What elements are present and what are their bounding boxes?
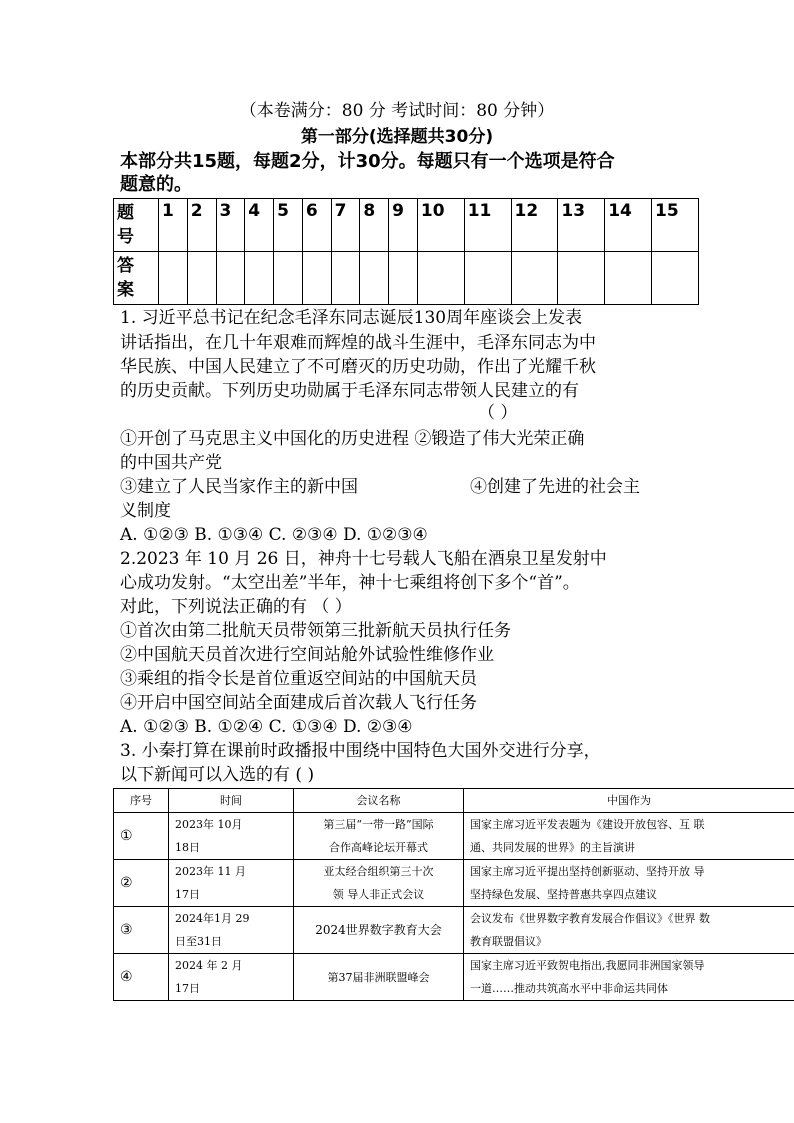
answer-cell[interactable] bbox=[558, 252, 605, 305]
row-meeting: 第37届非洲联盟峰会 bbox=[294, 954, 464, 1001]
row-time: 2024年1月 29 日至31日 bbox=[169, 907, 294, 954]
header-no: 序号 bbox=[114, 789, 169, 813]
row-action: 国家主席习近平致贺电指出,我愿同非洲国家领导 一道……推动共筑高水平中非命运共同体 bbox=[464, 954, 794, 1001]
answer-cell[interactable] bbox=[605, 252, 652, 305]
q2-option-2: ②中国航天员首次进行空间站舱外试验性维修作业 bbox=[120, 645, 494, 665]
q1-line-1: 1. 习近平总书记在纪念毛泽东同志诞辰130周年座谈会上发表 bbox=[120, 308, 583, 328]
answer-cell[interactable] bbox=[511, 252, 558, 305]
q1-choices: A. ①②③ B. ①③④ C. ②③④ D. ①②③④ bbox=[120, 525, 428, 545]
answer-number: 12 bbox=[511, 199, 558, 252]
answer-number: 6 bbox=[302, 199, 331, 252]
answer-cell[interactable] bbox=[389, 252, 418, 305]
answer-number: 1 bbox=[159, 199, 188, 252]
q1-option-2-cont: 的中国共产党 bbox=[120, 453, 222, 473]
part-title: 第一部分(选择题共30分) bbox=[300, 127, 494, 147]
answer-cell[interactable] bbox=[464, 252, 511, 305]
table-row bbox=[114, 813, 794, 860]
answer-cell[interactable] bbox=[331, 252, 360, 305]
header-time: 时间 bbox=[169, 789, 294, 813]
row-no: ③ bbox=[114, 907, 169, 954]
q1-option-4: ④创建了先进的社会主 bbox=[470, 477, 640, 497]
row-meeting: 亚太经合组织第三十次 领 导人非正式会议 bbox=[294, 860, 464, 907]
table-row bbox=[114, 860, 794, 907]
answer-number: 7 bbox=[331, 199, 360, 252]
answer-cell[interactable] bbox=[187, 252, 216, 305]
answer-number: 10 bbox=[417, 199, 464, 252]
answer-number: 14 bbox=[605, 199, 652, 252]
row-no: ④ bbox=[114, 954, 169, 1001]
answer-number: 13 bbox=[558, 199, 605, 252]
row-action: 国家主席习近平发表题为《建设开放包容、互 联 通、共同发展的世界》的主旨演讲 bbox=[464, 813, 794, 860]
answer-cell[interactable] bbox=[302, 252, 331, 305]
instruction-line-1: 本部分共15题，每题2分，计30分。每题只有一个选项是符合 bbox=[120, 151, 615, 172]
answer-cell[interactable] bbox=[216, 252, 245, 305]
q2-choices: A. ①②③ B. ①②④ C. ①③④ D. ②③④ bbox=[120, 717, 413, 737]
q2-option-4: ④开启中国空间站全面建成后首次载人飞行任务 bbox=[120, 693, 477, 713]
exam-info: （本卷满分：80 分 考试时间：80 分钟） bbox=[239, 101, 555, 121]
answer-number: 4 bbox=[245, 199, 274, 252]
row-action: 会议发布《世界数字教育发展合作倡议》《世界 数 教育联盟倡议》 bbox=[464, 907, 794, 954]
q2-line-2: 心成功发射。“太空出差”半年，神十七乘组将创下多个“首”。 bbox=[120, 573, 580, 593]
row-label-number: 题 号 bbox=[114, 199, 159, 252]
q1-option-1-2: ①开创了马克思主义中国化的历史进程 ②锻造了伟大光荣正确 bbox=[120, 429, 585, 449]
q2-line-3: 对此，下列说法正确的有 （ ） bbox=[120, 597, 352, 617]
row-no: ② bbox=[114, 860, 169, 907]
header-meeting: 会议名称 bbox=[294, 789, 464, 813]
row-meeting: 第三届“一带一路”国际 合作高峰论坛开幕式 bbox=[294, 813, 464, 860]
header-china-action: 中国作为 bbox=[464, 789, 794, 813]
q3-line-1: 3. 小秦打算在课前时政播报中围绕中国特色大国外交进行分享， bbox=[120, 741, 601, 761]
row-time: 2023年 11 月 17日 bbox=[169, 860, 294, 907]
q1-line-2: 讲话指出，在几十年艰难而辉煌的战斗生涯中，毛泽东同志为中 bbox=[120, 333, 596, 353]
answer-number: 3 bbox=[216, 199, 245, 252]
q1-answer-paren: （ ） bbox=[478, 403, 518, 423]
answer-cell[interactable] bbox=[360, 252, 389, 305]
row-no: ① bbox=[114, 813, 169, 860]
row-time: 2023年 10月 18日 bbox=[169, 813, 294, 860]
answer-number: 11 bbox=[464, 199, 511, 252]
q2-option-3: ③乘组的指令长是首位重返空间站的中国航天员 bbox=[120, 669, 477, 689]
row-time: 2024 年 2 月 17日 bbox=[169, 954, 294, 1001]
answer-cell[interactable] bbox=[652, 252, 699, 305]
answer-number: 5 bbox=[274, 199, 303, 252]
row-label-answer: 答 案 bbox=[114, 252, 159, 305]
row-action: 国家主席习近平提出坚持创新驱动、坚持开放 导 坚持绿色发展、坚持普惠共享四点建议 bbox=[464, 860, 794, 907]
answer-cell[interactable] bbox=[274, 252, 303, 305]
answer-number: 9 bbox=[389, 199, 418, 252]
instruction-line-2: 题意的。 bbox=[120, 174, 192, 195]
q1-line-3: 华民族、中国人民建立了不可磨灭的历史功勋，作出了光耀千秋 bbox=[120, 357, 596, 377]
answer-cell[interactable] bbox=[159, 252, 188, 305]
q2-line-1: 2.2023 年 10 月 26 日，神舟十七号载人飞船在酒泉卫星发射中 bbox=[120, 549, 607, 569]
q1-option-3: ③建立了人民当家作主的新中国 bbox=[120, 477, 358, 497]
answer-table bbox=[113, 198, 699, 305]
table-row bbox=[114, 907, 794, 954]
answer-cell[interactable] bbox=[245, 252, 274, 305]
row-meeting: 2024世界数字教育大会 bbox=[294, 907, 464, 954]
answer-number: 15 bbox=[652, 199, 699, 252]
q3-line-2: 以下新闻可以入选的有 ( ) bbox=[120, 765, 315, 785]
q1-option-4-cont: 义制度 bbox=[120, 501, 171, 521]
answer-cell[interactable] bbox=[417, 252, 464, 305]
table-row bbox=[114, 954, 794, 1001]
q1-line-4: 的历史贡献。下列历史功勋属于毛泽东同志带领人民建立的有 bbox=[120, 381, 579, 401]
q2-option-1: ①首次由第二批航天员带领第三批新航天员执行任务 bbox=[120, 621, 511, 641]
answer-number: 2 bbox=[187, 199, 216, 252]
news-table bbox=[113, 788, 794, 1001]
answer-number: 8 bbox=[360, 199, 389, 252]
